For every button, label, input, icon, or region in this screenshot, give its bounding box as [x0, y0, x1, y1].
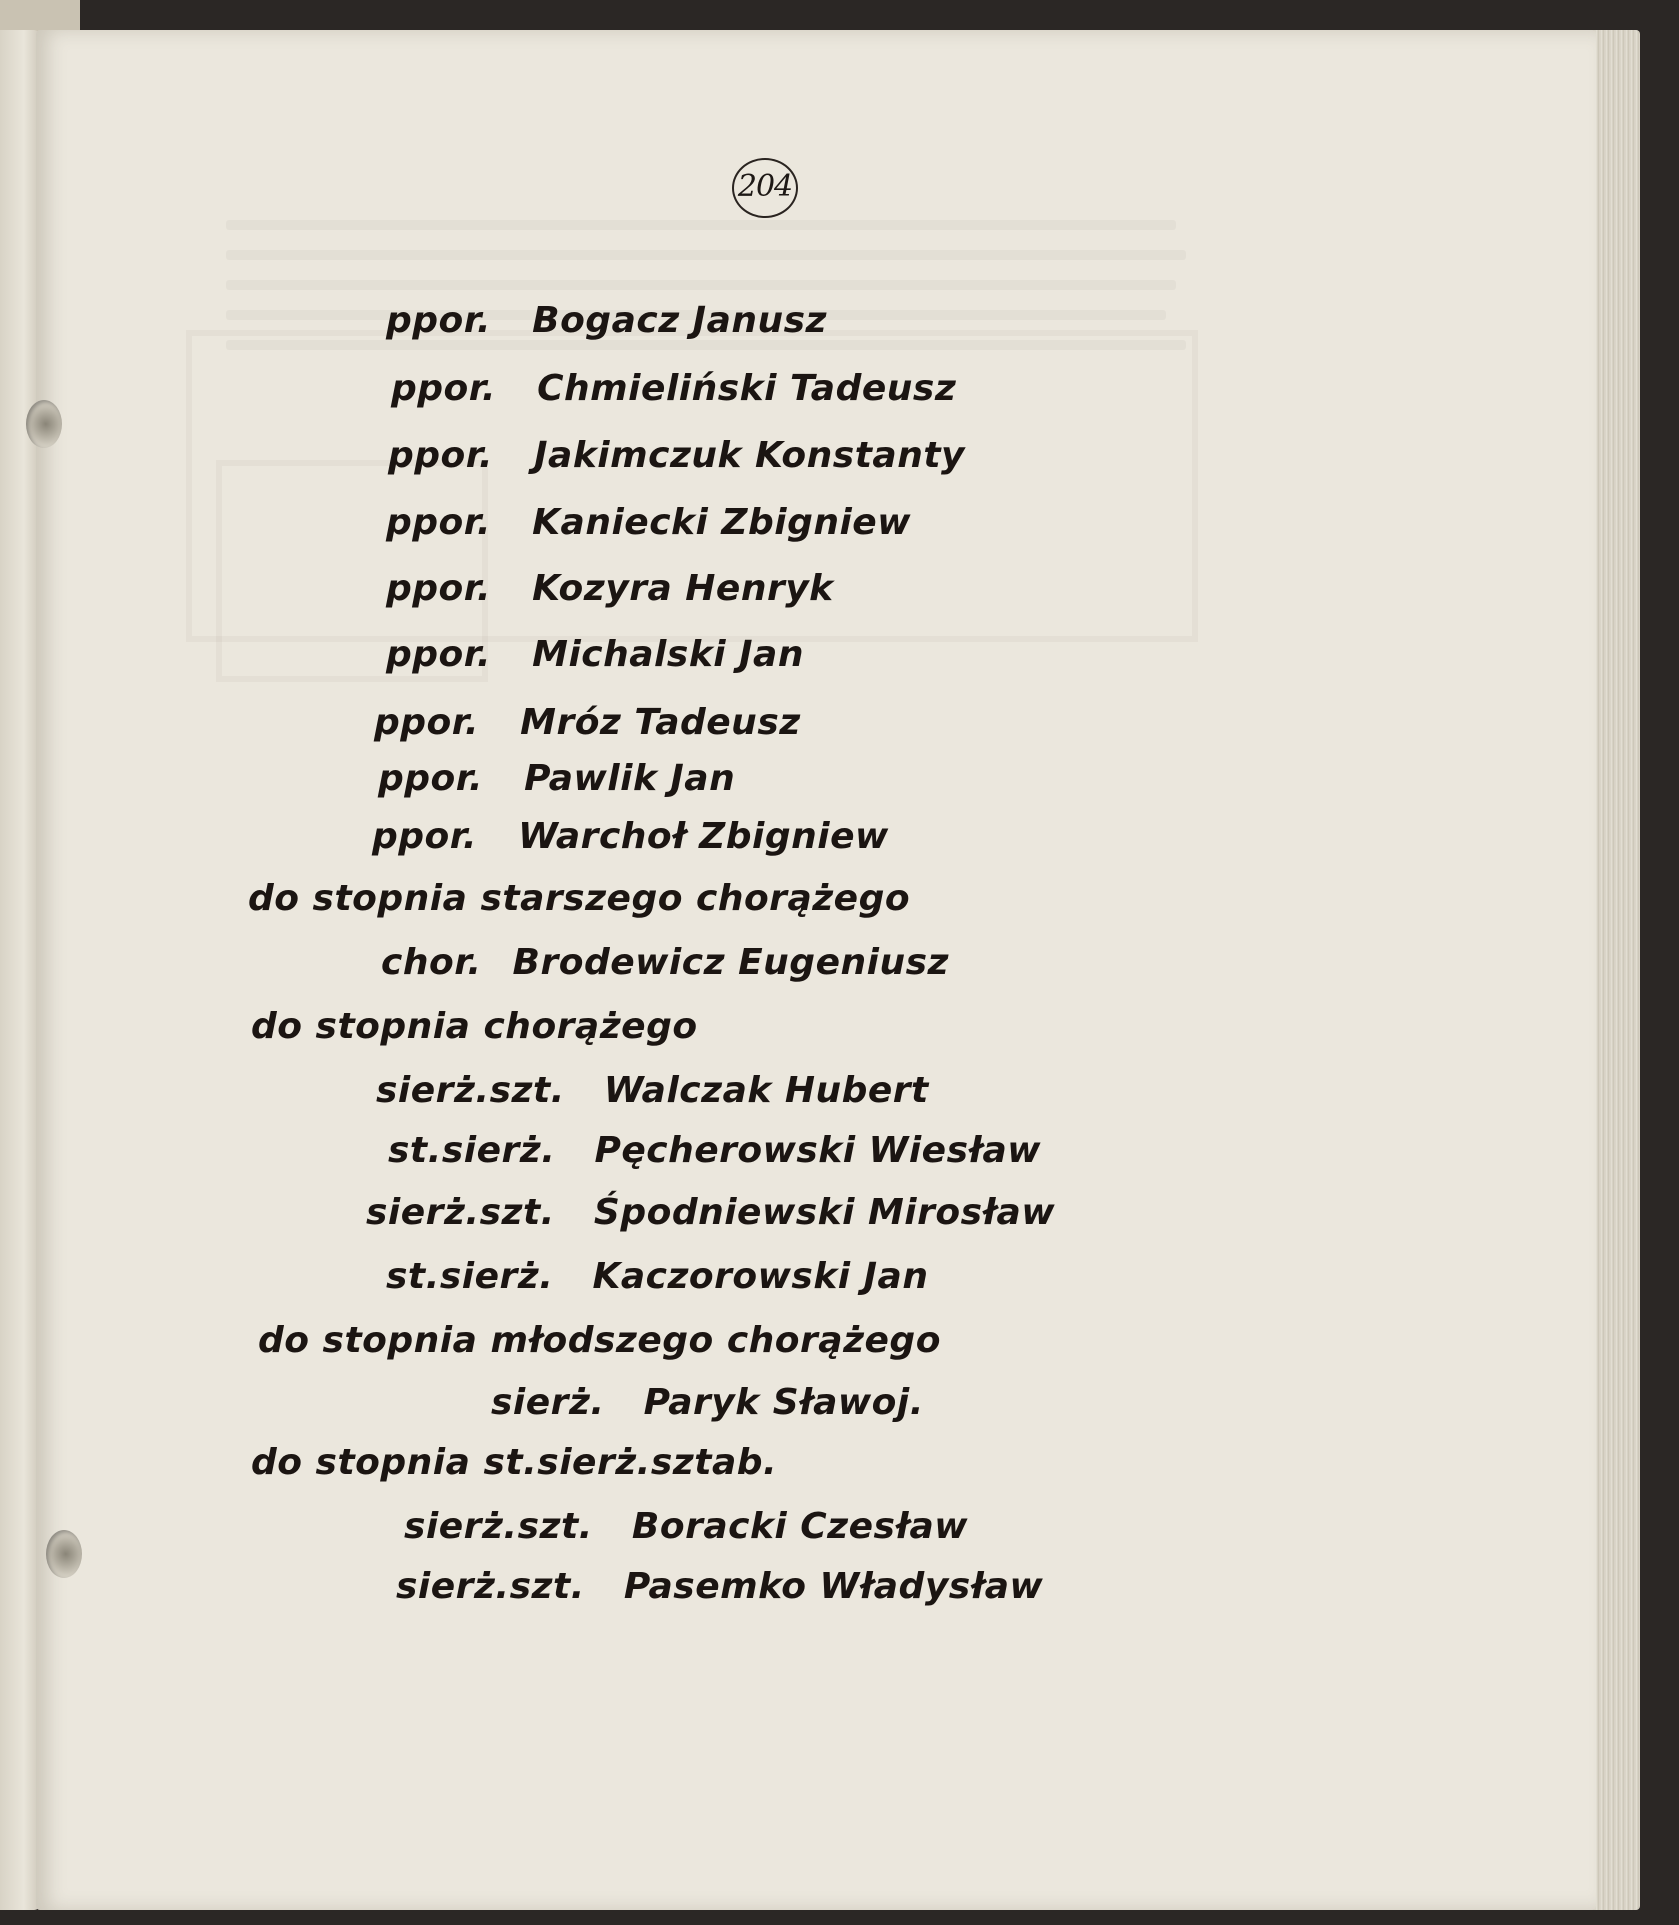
person-name: Pęcherowski Wiesław — [594, 1130, 1042, 1171]
section-heading: do stopnia młodszego chorążego — [258, 1320, 941, 1361]
rank: ppor. — [386, 502, 492, 543]
list-item — [404, 1506, 968, 1547]
bleed-through-line — [226, 250, 1186, 260]
rank: ppor. — [391, 368, 497, 409]
person-name: Boracki Czesław — [631, 1506, 969, 1547]
binder-hole — [46, 1530, 82, 1578]
rank: chor. — [381, 942, 482, 983]
rank: sierż.szt. — [376, 1070, 565, 1111]
section-heading: do stopnia chorążego — [251, 1006, 698, 1047]
list-item — [386, 1256, 928, 1297]
bleed-through-line — [226, 340, 1186, 350]
person-name: Paryk Sławoj. — [643, 1382, 924, 1423]
person-name: Chmieliński Tadeusz — [537, 368, 957, 409]
list-item — [372, 816, 889, 857]
list-item — [391, 368, 956, 409]
bleed-through-line — [226, 280, 1176, 290]
rank: ppor. — [386, 634, 492, 675]
rank: ppor. — [388, 435, 494, 476]
person-name: Bogacz Janusz — [532, 300, 828, 341]
rank: st.sierż. — [386, 1256, 554, 1297]
rank: ppor. — [378, 758, 484, 799]
rank: st.sierż. — [388, 1130, 556, 1171]
list-item — [386, 300, 827, 341]
page-number: 204 — [732, 158, 798, 218]
person-name: Śpodniewski Mirosław — [593, 1192, 1056, 1233]
list-item — [396, 1566, 1043, 1607]
list-item — [376, 1070, 929, 1111]
list-item — [386, 568, 834, 609]
previous-page-edge — [0, 30, 40, 1910]
person-name: Kaczorowski Jan — [592, 1256, 929, 1297]
person-name: Mróz Tadeusz — [520, 702, 801, 743]
rank: ppor. — [386, 300, 492, 341]
person-name: Warchoł Zbigniew — [518, 816, 889, 857]
person-name: Pawlik Jan — [524, 758, 736, 799]
person-name: Kozyra Henryk — [532, 568, 834, 609]
rank: ppor. — [386, 568, 492, 609]
list-item — [388, 435, 965, 476]
rank: ppor. — [374, 702, 480, 743]
list-item — [386, 634, 804, 675]
person-name: Kaniecki Zbigniew — [532, 502, 911, 543]
rank: sierż. — [491, 1382, 605, 1423]
list-item — [491, 1382, 924, 1423]
page-sheet — [36, 30, 1596, 1910]
person-name: Jakimczuk Konstanty — [534, 435, 966, 476]
list-item — [374, 702, 801, 743]
person-name: Michalski Jan — [532, 634, 804, 675]
section-heading: do stopnia st.sierż.sztab. — [251, 1442, 778, 1483]
rank: sierż.szt. — [366, 1192, 555, 1233]
person-name: Walczak Hubert — [603, 1070, 929, 1111]
list-item — [378, 758, 735, 799]
person-name: Brodewicz Eugeniusz — [512, 942, 949, 983]
rank: sierż.szt. — [404, 1506, 593, 1547]
section-heading: do stopnia starszego chorążego — [248, 878, 911, 919]
rank: sierż.szt. — [396, 1566, 585, 1607]
bleed-through-line — [226, 220, 1176, 230]
list-item — [366, 1192, 1055, 1233]
page-stack-edge — [1590, 30, 1640, 1910]
binder-hole — [26, 400, 62, 448]
list-item — [381, 942, 949, 983]
person-name: Pasemko Władysław — [623, 1566, 1044, 1607]
list-item — [386, 502, 911, 543]
rank: ppor. — [372, 816, 478, 857]
list-item — [388, 1130, 1041, 1171]
